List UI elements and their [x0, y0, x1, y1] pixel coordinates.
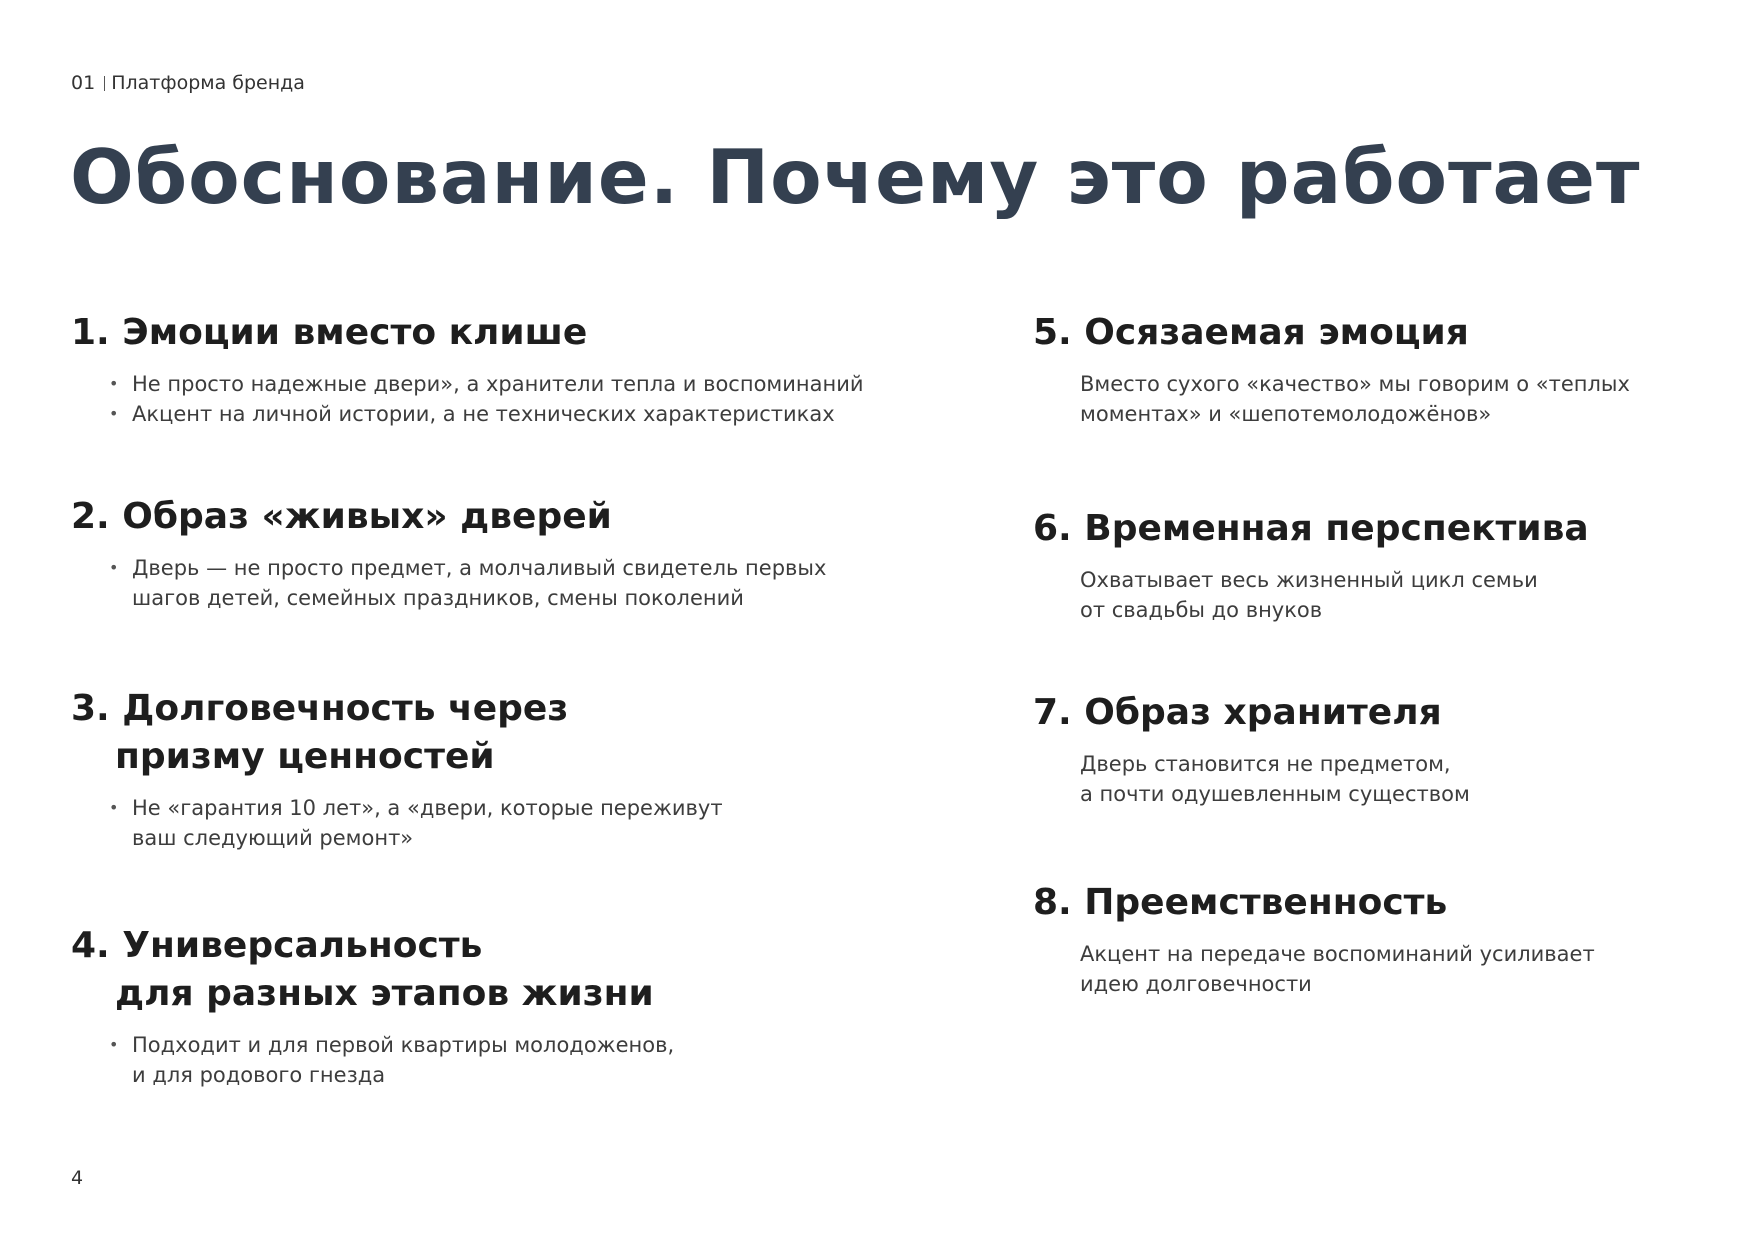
list-item-text-cont: ваш следующий ремонт»	[132, 826, 414, 850]
list-item-text: Не «гарантия 10 лет», а «двери, которые переживут	[132, 796, 723, 820]
reason-number: 6.	[1033, 508, 1072, 549]
reason-text-line: Дверь становится не предметом,	[1080, 752, 1451, 776]
reason-text	[1033, 369, 1630, 429]
reason-number: 2.	[71, 496, 110, 537]
reason-text	[1033, 565, 1589, 625]
list-item-text: Не просто надежные двери», а хранители тепла и воспоминаний	[132, 372, 864, 396]
reason-text-line: от свадьбы до внуков	[1080, 598, 1323, 622]
reason-number: 4.	[71, 925, 110, 966]
reason-heading-text: Преемственность	[1084, 882, 1448, 923]
reason-heading	[1033, 309, 1630, 357]
bullet-list	[71, 793, 723, 853]
reason-number: 1.	[71, 312, 110, 353]
bullet-icon: •	[109, 558, 119, 577]
list-item-text: Дверь — не просто предмет, а молчаливый свидетель первых	[132, 556, 827, 580]
reason-item-1	[71, 309, 864, 429]
bullet-icon: •	[109, 798, 119, 817]
reason-item-8	[1033, 879, 1595, 999]
list-item-text: Акцент на личной истории, а не технических характеристиках	[132, 402, 835, 426]
bullet-icon: •	[109, 1035, 119, 1054]
reason-heading	[1033, 505, 1589, 553]
reason-heading-text-cont: призму ценностей	[115, 736, 495, 777]
reason-heading-text-cont: для разных этапов жизни	[115, 973, 654, 1014]
reason-heading	[1033, 879, 1595, 927]
list-item-text: Подходит и для первой квартиры молодоженов,	[132, 1033, 675, 1057]
section-number: 01	[71, 72, 96, 94]
reason-heading-text: Долговечность через	[122, 688, 569, 729]
reason-item-3	[71, 685, 723, 853]
page-number: 4	[71, 1167, 84, 1189]
reason-item-2	[71, 493, 826, 613]
reason-item-5	[1033, 309, 1630, 429]
reason-heading-text: Временная перспектива	[1084, 508, 1589, 549]
reason-text-line: Вместо сухого «качество» мы говорим о «теплых	[1080, 372, 1630, 396]
reason-item-7	[1033, 689, 1470, 809]
reason-item-4	[71, 922, 674, 1090]
page-title: Обоснование. Почему это работает	[70, 133, 1641, 221]
reason-heading	[71, 685, 723, 781]
reason-heading-text: Эмоции вместо клише	[122, 312, 588, 353]
reason-text	[1033, 749, 1470, 809]
reason-heading	[71, 493, 826, 541]
reason-text-line: идею долговечности	[1080, 972, 1312, 996]
reason-heading-text: Осязаемая эмоция	[1084, 312, 1469, 353]
list-item	[71, 553, 826, 613]
reason-item-6	[1033, 505, 1589, 625]
reason-heading-text: Образ «живых» дверей	[122, 496, 612, 537]
reason-number: 5.	[1033, 312, 1072, 353]
bullet-list	[71, 553, 826, 613]
reason-heading	[71, 309, 864, 357]
list-item	[71, 369, 864, 399]
reason-heading-text: Универсальность	[122, 925, 483, 966]
section-name: Платформа бренда	[111, 72, 305, 94]
reason-number: 8.	[1033, 882, 1072, 923]
reason-text	[1033, 939, 1595, 999]
bullet-icon: •	[109, 374, 119, 393]
reason-text-line: Акцент на передаче воспоминаний усиливает	[1080, 942, 1595, 966]
list-item	[71, 1030, 674, 1090]
reason-number: 3.	[71, 688, 110, 729]
reason-heading	[71, 922, 674, 1018]
list-item-text-cont: и для родового гнезда	[132, 1063, 386, 1087]
reason-heading	[1033, 689, 1470, 737]
reason-number: 7.	[1033, 692, 1072, 733]
bullet-icon: •	[109, 404, 119, 423]
list-item	[71, 793, 723, 853]
breadcrumb-separator	[104, 76, 105, 91]
bullet-list	[71, 1030, 674, 1090]
breadcrumb	[71, 72, 305, 94]
list-item-text-cont: шагов детей, семейных праздников, смены поколений	[132, 586, 744, 610]
reason-text-line: а почти одушевленным существом	[1080, 782, 1470, 806]
bullet-list	[71, 369, 864, 429]
reason-text-line: моментах» и «шепотемолодожёнов»	[1080, 402, 1492, 426]
reason-heading-text: Образ хранителя	[1084, 692, 1442, 733]
list-item	[71, 399, 864, 429]
reason-text-line: Охватывает весь жизненный цикл семьи	[1080, 568, 1538, 592]
